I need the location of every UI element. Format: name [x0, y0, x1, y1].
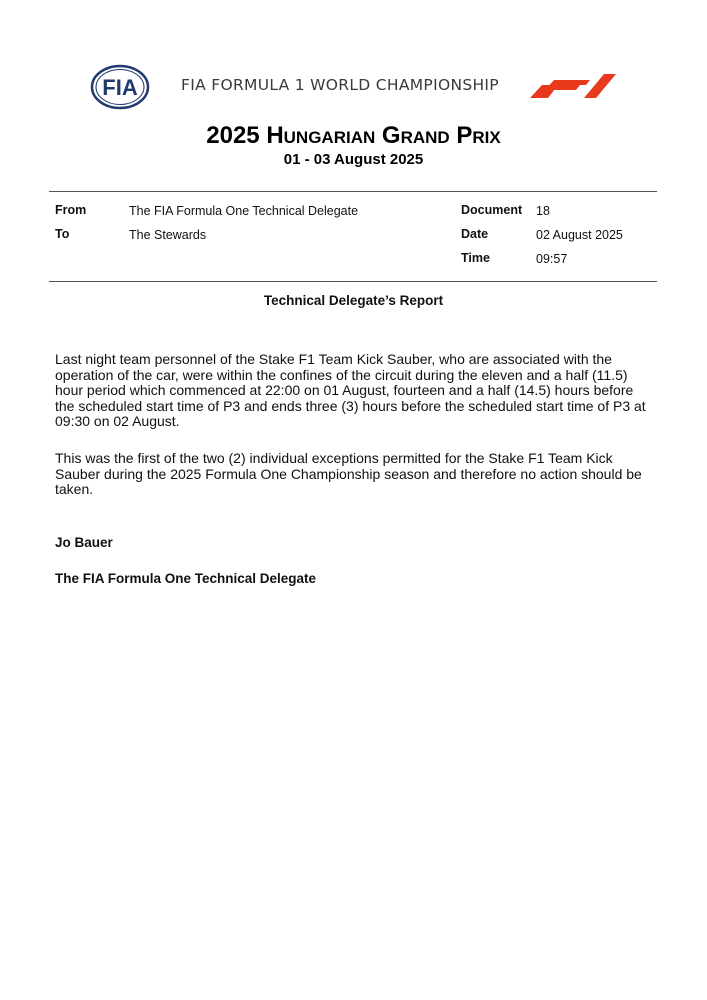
signatory-name: Jo Bauer [55, 535, 113, 550]
to-label: To [55, 227, 70, 241]
header-divider [49, 191, 657, 192]
event-title [0, 122, 707, 150]
from-value: The FIA Formula One Technical Delegate [129, 204, 359, 218]
date-value: 02 August 2025 [536, 228, 623, 242]
report-paragraph-1: Last night team personnel of the Stake F1 Team Kick Sauber, who are associated with the operation of the car, were within the confines of the circuit during the eleven and a half (11.5) hour period which commenced at 22:00 on 01 August, fourteen and a half (14.5) hours before the scheduled start time of P3 and ends three (3) hours before the scheduled start time of P3 at 09:30 on 02 August. [55, 351, 646, 429]
report-paragraph-2: This was the first of the two (2) individual exceptions permitted for the Stake F1 Team Kick Sauber during the 2025 Formula One Championship season and therefore no action should be taken. [55, 450, 642, 497]
time-label: Time [461, 251, 490, 265]
f1-logo [528, 74, 616, 98]
date-label: Date [461, 227, 489, 241]
document-label: Document [461, 203, 523, 217]
document-value: 18 [536, 204, 550, 218]
event-dates: 01 - 03 August 2025 [283, 151, 424, 168]
event-title-text: 2025 Hungarian Grand Prix [206, 122, 501, 149]
fia-logo-text: FIA [102, 75, 138, 100]
to-value: The Stewards [129, 228, 207, 242]
signatory-role: The FIA Formula One Technical Delegate [55, 571, 317, 586]
fia-logo [90, 64, 150, 110]
from-label: From [55, 203, 87, 217]
report-title: Technical Delegate’s Report [263, 293, 444, 308]
meta-divider [49, 281, 657, 282]
championship-header: FIA FORMULA 1 WORLD CHAMPIONSHIP [181, 76, 499, 94]
time-value: 09:57 [536, 252, 568, 266]
f1-logo-text: F1 [528, 74, 530, 75]
